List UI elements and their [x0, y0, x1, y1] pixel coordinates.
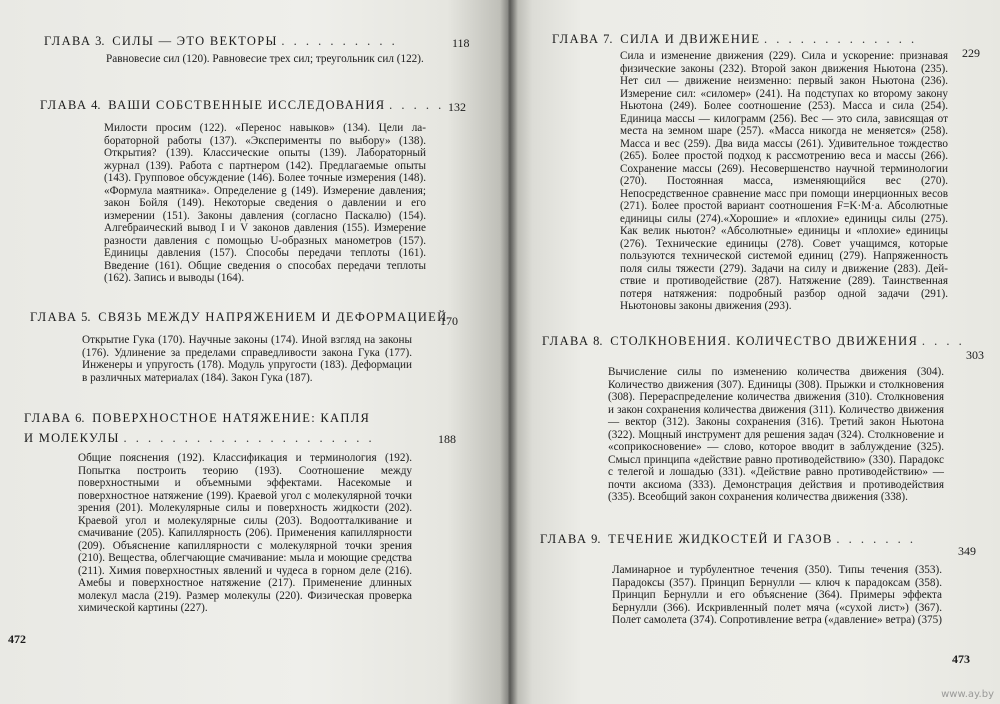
chapter-number: 4.	[91, 98, 101, 112]
chapter-heading	[30, 310, 470, 325]
chapter-4	[40, 98, 466, 284]
chapter-9	[540, 532, 992, 626]
chapter-label: ГЛАВА	[44, 34, 92, 48]
chapter-label: ГЛАВА	[40, 98, 88, 112]
leader-dots: . . . . . . . . . . . . . . . . . . . . .	[123, 431, 375, 445]
chapter-page: 118	[452, 36, 470, 50]
chapter-page: 349	[958, 544, 976, 558]
chapter-page: 303	[966, 348, 984, 362]
chapter-number: 8.	[593, 334, 603, 348]
page-number: 473	[952, 652, 970, 666]
chapter-label: ГЛАВА	[24, 411, 72, 425]
chapter-contents: Общие пояснения (192). Классификация и терминология (192). Попытка построить теорию (193). Соотношение между поверхностными и объемными эффектами. Насекомые и поверхностное натяжение (199). Краевой угол с молекулярной точки зрения (201). Молекулярные силы и поверхность жидкости (202). Краевой угол и молекулярные силы (203). Водоотталкивание и смачивание (205). Капиллярность (206). Применения капиллярности (209). Объяснение капиллярности с молекулярной точки зрения (210). Вещества, облегчающие смачивание: мыла и моющие средства (211). Химия поверхностных явлений и чудеса в горном деле (216). Амебы и поверхностное натяжение (217). Применение длинных молекул масла (219). Размер молекулы (220). Физическая проверка химической картины (227).	[78, 452, 412, 614]
chapter-contents: Сила и изменение движения (229). Сила и ускорение: признавая физические законы (232). Второй закон движения Ньютона (235). Нет сил — движение неизменно: первый закон Ньютона (236). Измерение сил: «силомер» (241). На подступах ко второму закону Ньютона (249). Более соотношение (253). Масса и сила (254). Единица массы — килограмм (256). Вес — это сила, зависящая от места на земном шаре (257). «Масса никогда не меняется» (258). Масса и вес (259). Два вида массы (261). Удивительное тождество (265). Более простой подход к рассмотрению веса и массы (266). Сохранение массы (269). Несовершенство научной терминологии (270). Постоянная масса, изменяющийся вес (270). Непосредственное сравнение масс при помощи инерционных весов (271). Более простой вариант соотношения F=K·M·a. Абсолютные единицы силы (274).«Хорошие» и «плохие» единицы силы (275). Как велик ньютон? «Абсолютные» единицы и «плохие» единицы (276). Технические единицы (278). Совет учащимся, которые пользуются технической системой единиц (279). Напряженность поля силы тяжести (279). Задачи на силу и движение (283). Действие и противодействие (287). Натяжение (289). Таинственная потеря натяжения: подробный разбор одной задачи (291). Ньютоновы законы движения (293).	[620, 50, 948, 312]
chapter-contents: Милости просим (122). «Перенос навыков» (134). Цели лабораторной работы (137). «Эксперименты по выбору» (138). Открытия? (139). Классические опыты (139). Лабораторный журнал (139). Работа с партнером (142). Предлагаемые опыты (143). Групповое обсуждение (146). Более точные измерения (148). «Формула маятника». Определение g (149). Измерение давления; закон Бойля (149). Некоторые сведения о давлении и его измерении (151). Законы давления (согласно Паскалю) (154). Алгебраический вывод I и V законов давления (155). Измерение разности давления с помощью U-образных манометров (157). Единицы давления (157). Способы передачи теплоты (161). Введение (161). Общие сведения о способах передачи теплоты (162). Запись и выводы (164).	[104, 122, 426, 284]
chapter-number: 6.	[75, 411, 85, 425]
leader-dots: . . . .	[921, 334, 965, 348]
chapter-title: СВЯЗЬ МЕЖДУ НАПРЯЖЕНИЕМ И ДЕФОРМАЦИЕЙ	[98, 310, 448, 324]
chapter-contents: Равновесие сил (120). Равновесие трех сил; треугольник сил (122).	[106, 53, 424, 65]
chapter-contents: Ламинарное и турбулентное течения (350). Типы течения (353). Парадоксы (357). Принцип Бернулли — ключ к парадоксам (358). Принцип Бернулли и его объяснение (364). Примеры эффекта Бернулли (366). Искривленный полет мяча («сухой лист») (367). Полет самолета (374). Сопротивление ветра («давление» ветра) (375)	[612, 564, 942, 626]
chapter-title: СИЛА И ДВИЖЕНИЕ	[620, 32, 761, 46]
chapter-title: СИЛЫ — ЭТО ВЕКТОРЫ	[112, 34, 278, 48]
chapter-contents: Открытие Гука (170). Научные законы (174). Иной взгляд на законы (176). Удлинение за пределами справедливости закона Гука (177). Инженеры и упругость (178). Модуль упругости (183). Деформации в различных материалах (184). Закон Гука (187).	[82, 334, 412, 384]
chapter-heading	[44, 34, 470, 49]
chapter-heading	[24, 408, 384, 448]
chapter-title: ВАШИ СОБСТВЕННЫЕ ИССЛЕДОВАНИЯ	[108, 98, 386, 112]
chapter-5	[30, 310, 470, 384]
leader-dots: . . . . . . .	[836, 532, 917, 546]
leader-dots: . . . . . . . . . . . . .	[764, 32, 918, 46]
chapter-number: 9.	[591, 532, 601, 546]
chapter-3	[44, 34, 470, 65]
chapter-7	[552, 32, 992, 312]
leader-dots: . . . . . . . . . .	[281, 34, 398, 48]
chapter-page: 188	[438, 432, 456, 446]
chapter-heading	[540, 532, 992, 547]
chapter-number: 7.	[603, 32, 613, 46]
chapter-label: ГЛАВА	[30, 310, 78, 324]
chapter-page: 170	[440, 314, 458, 328]
chapter-title: ТЕЧЕНИЕ ЖИДКОСТЕЙ И ГАЗОВ	[608, 532, 833, 546]
chapter-8	[542, 334, 992, 503]
chapter-page: 132	[448, 100, 466, 114]
chapter-contents: Вычисление силы по изменению количества движения (304). Количество движения (307). Единицы (308). Прыжки и столкновения (308). Перераспределение количества движения (310). Столкновения и закон сохранения количества движения (311). Количество движения — вектор (312). Законы сохранения (316). Третий закон Ньютона (322). Мощный инструмент для решения задач (324). Столкновение и «соприкосновение» — слово, которое вводит в заблуждение (325). Смысл принципа «действие равно противодействию» (330). Парадокс с телегой и лошадью (331). «Действие равно противодействию» — почти аксиома (333). Демонстрация действия и противодействия (335). Всеобщий закон сохранения количества движения (338).	[608, 366, 944, 503]
book-gutter	[500, 0, 518, 704]
chapter-page: 229	[962, 46, 980, 60]
chapter-title: ПОВЕРХНОСТНОЕ НАТЯЖЕНИЕ: КАПЛЯ И МОЛЕКУЛЫ	[24, 411, 371, 445]
chapter-6	[24, 408, 474, 614]
watermark: www.ay.by	[941, 689, 994, 700]
chapter-label: ГЛАВА	[540, 532, 588, 546]
chapter-heading	[552, 32, 992, 47]
right-page	[508, 0, 1000, 704]
page-number: 472	[8, 632, 26, 646]
chapter-title: СТОЛКНОВЕНИЯ. КОЛИЧЕСТВО ДВИЖЕНИЯ	[610, 334, 919, 348]
chapter-heading	[542, 334, 992, 349]
chapter-label: ГЛАВА	[542, 334, 590, 348]
chapter-number: 5.	[81, 310, 91, 324]
chapter-heading	[40, 98, 466, 113]
leader-dots: . . . . .	[389, 98, 445, 112]
chapter-number: 3.	[95, 34, 105, 48]
chapter-label: ГЛАВА	[552, 32, 600, 46]
